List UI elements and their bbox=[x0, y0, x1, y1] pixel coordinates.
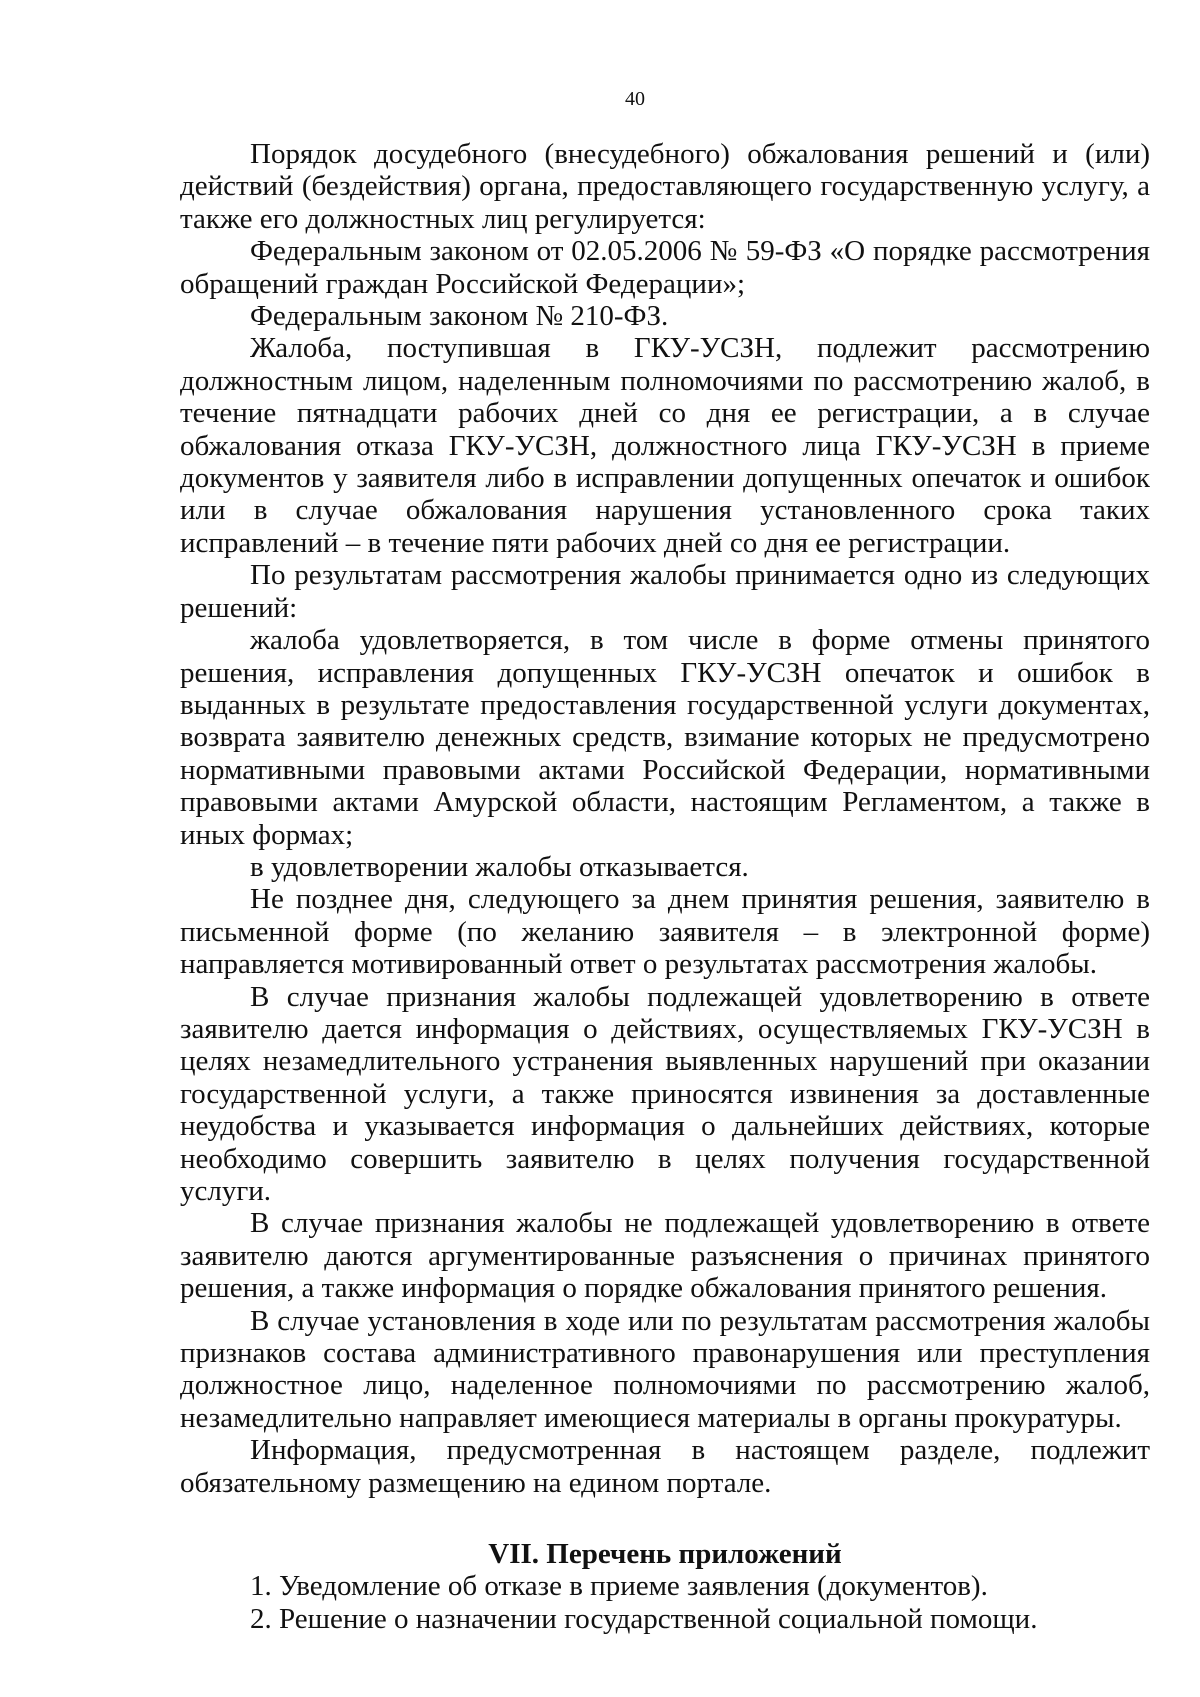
section-heading: VII. Перечень приложений bbox=[488, 1538, 842, 1571]
paragraph: Информация, предусмотренная в настоящем разделе, подлежит обязательному размещению на едином портале. bbox=[180, 1434, 1150, 1499]
paragraph: В случае признания жалобы не подлежащей удовлетворению в ответе заявителю даются аргументированные разъяснения о причинах принятого решения, а также информация о порядке обжалования принятого решения. bbox=[180, 1207, 1150, 1305]
paragraph: В случае признания жалобы подлежащей удовлетворению в ответе заявителю дается информация о действиях, осуществляемых ГКУ-УСЗН в целях незамедлительного устранения выявленных нарушений при оказании государственной услуги, а также приносятся извинения за доставленные неудобства и указывается информация о дальнейших действиях, которые необходимо совершить заявителю в целях получения государственной услуги. bbox=[180, 980, 1150, 1207]
page-number: 40 bbox=[625, 88, 645, 110]
paragraph: жалоба удовлетворяется, в том числе в форме отмены принятого решения, исправления допущенных ГКУ-УСЗН опечаток и ошибок в выданных в результате предоставления государственной услуги документах, возврата заявителю денежных средств, взимание которых не предусмотрено нормативными правовыми актами Российской Федерации, нормативными правовыми актами Амурской области, настоящим Регламентом, а также в иных формах; bbox=[180, 624, 1150, 851]
appendix-list-item: 2. Решение о назначении государственной социальной помощи. bbox=[250, 1602, 1038, 1635]
paragraph: По результатам рассмотрения жалобы принимается одно из следующих решений: bbox=[180, 559, 1150, 624]
paragraph: Порядок досудебного (внесудебного) обжалования решений и (или) действий (бездействия) органа, предоставляющего государственную услугу, а также его должностных лиц регулируется: bbox=[180, 138, 1150, 235]
paragraph: Не позднее дня, следующего за днем принятия решения, заявителю в письменной форме (по желанию заявителя – в электронной форме) направляется мотивированный ответ о результатах рассмотрения жалобы. bbox=[180, 883, 1150, 981]
paragraph: В случае установления в ходе или по результатам рассмотрения жалобы признаков состава административного правонарушения или преступления должностное лицо, наделенное полномочиями по рассмотрению жалоб, незамедлительно направляет имеющиеся материалы в органы прокуратуры. bbox=[180, 1304, 1150, 1434]
paragraph: Жалоба, поступившая в ГКУ-УСЗН, подлежит рассмотрению должностным лицом, наделенным полномочиями по рассмотрению жалоб, в течение пятнадцати рабочих дней со дня ее регистрации, а в случае обжалования отказа ГКУ-УСЗН, должностного лица ГКУ-УСЗН в приеме документов у заявителя либо в исправлении допущенных опечаток и ошибок или в случае обжалования нарушения установленного срока таких исправлений – в течение пяти рабочих дней со дня ее регистрации. bbox=[180, 332, 1150, 559]
paragraph: Федеральным законом № 210-ФЗ. bbox=[250, 300, 669, 333]
document-body bbox=[180, 138, 1150, 1635]
appendix-list-item: 1. Уведомление об отказе в приеме заявления (документов). bbox=[250, 1570, 988, 1603]
paragraph: в удовлетворении жалобы отказывается. bbox=[250, 850, 749, 883]
paragraph: Федеральным законом от 02.05.2006 № 59-ФЗ «О порядке рассмотрения обращений граждан Российской Федерации»; bbox=[180, 235, 1150, 300]
